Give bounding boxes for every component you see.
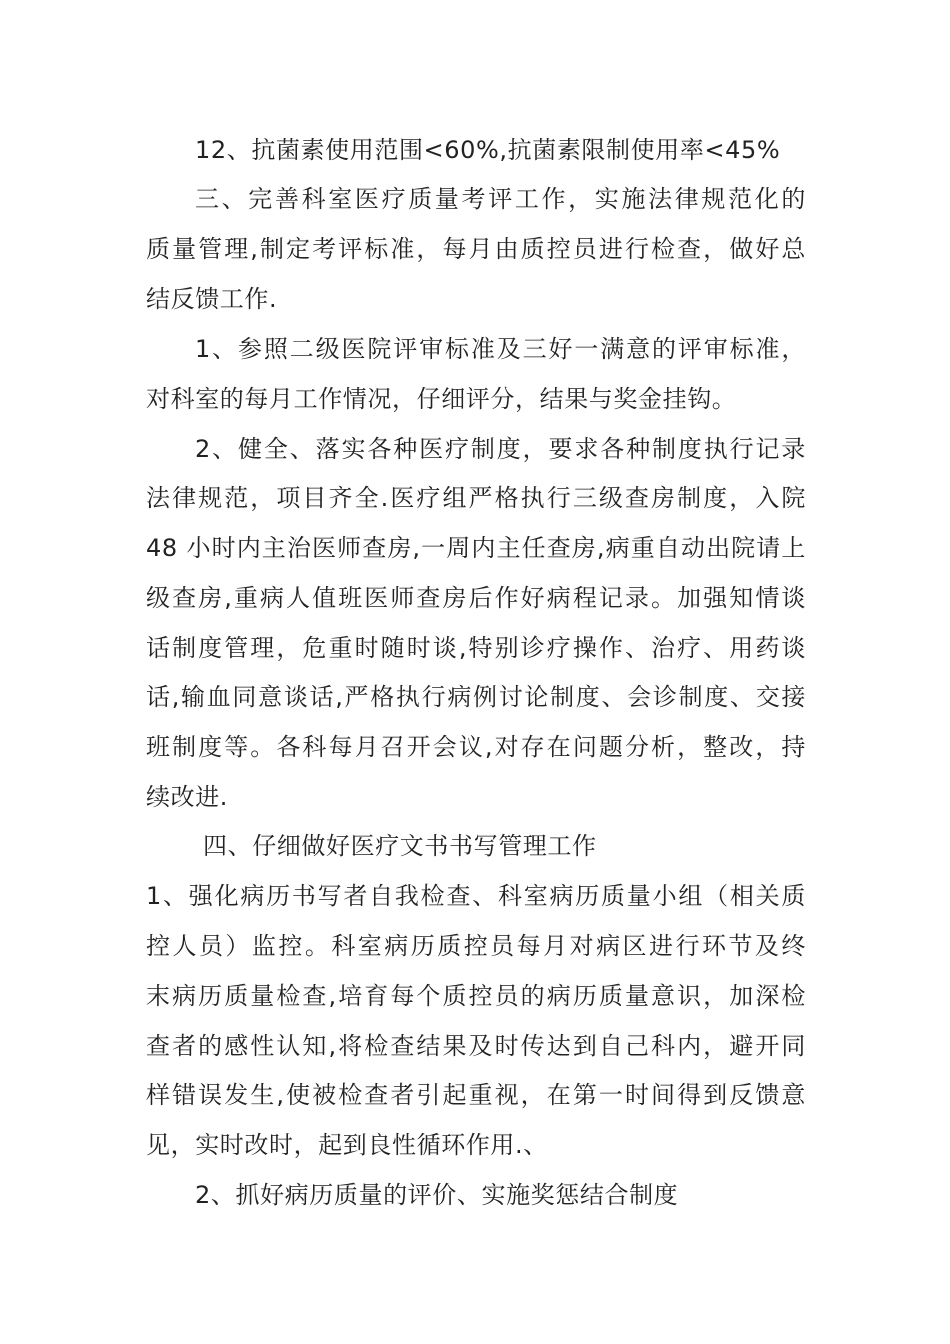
text-line: 对科室的每月工作情况，仔细评分，结果与奖金挂钩。 [146,385,737,413]
text-line: 结反馈工作. [146,285,278,313]
text-line: 1、参照二级医院评审标准及三好一满意的评审标准， [195,335,806,363]
text-line: 话,输血同意谈话,严格执行病例讨论制度、会诊制度、交接 [146,683,806,711]
text-line: 控人员）监控。科室病历质控员每月对病区进行环节及终 [146,932,806,960]
text-line: 班制度等。各科每月召开会议,对存在问题分析，整改，持 [146,733,806,761]
text-line: 续改进. [146,783,229,811]
text-line: 12、抗菌素使用范围<60%,抗菌素限制使用率<45% [195,136,781,164]
text-line: 末病历质量检查,培育每个质控员的病历质量意识，加深检 [146,982,806,1010]
text-line: 48 小时内主治医师查房,一周内主任查房,病重自动出院请上 [146,534,806,562]
text-line: 法律规范，项目齐全.医疗组严格执行三级查房制度，入院 [146,484,806,512]
text-line: 见，实时改时，起到良性循环作用.、 [146,1131,548,1159]
text-line: 查者的感性认知,将检查结果及时传达到自己科内，避开同 [146,1032,806,1060]
section-heading: 四、仔细做好医疗文书书写管理工作 [203,832,597,860]
text-line: 2、抓好病历质量的评价、实施奖惩结合制度 [195,1181,679,1209]
text-line: 话制度管理，危重时随时谈,特别诊疗操作、治疗、用药谈 [146,634,806,662]
text-line: 1、强化病历书写者自我检查、科室病历质量小组（相关质 [146,882,806,910]
text-line: 级查房,重病人值班医师查房后作好病程记录。加强知情谈 [146,584,806,612]
text-line: 样错误发生,使被检查者引起重视，在第一时间得到反馈意 [146,1081,806,1109]
text-line: 2、健全、落实各种医疗制度，要求各种制度执行记录 [195,435,806,463]
text-line: 质量管理,制定考评标准，每月由质控员进行检查，做好总 [146,235,806,263]
text-line: 三、完善科室医疗质量考评工作，实施法律规范化的 [195,185,806,213]
